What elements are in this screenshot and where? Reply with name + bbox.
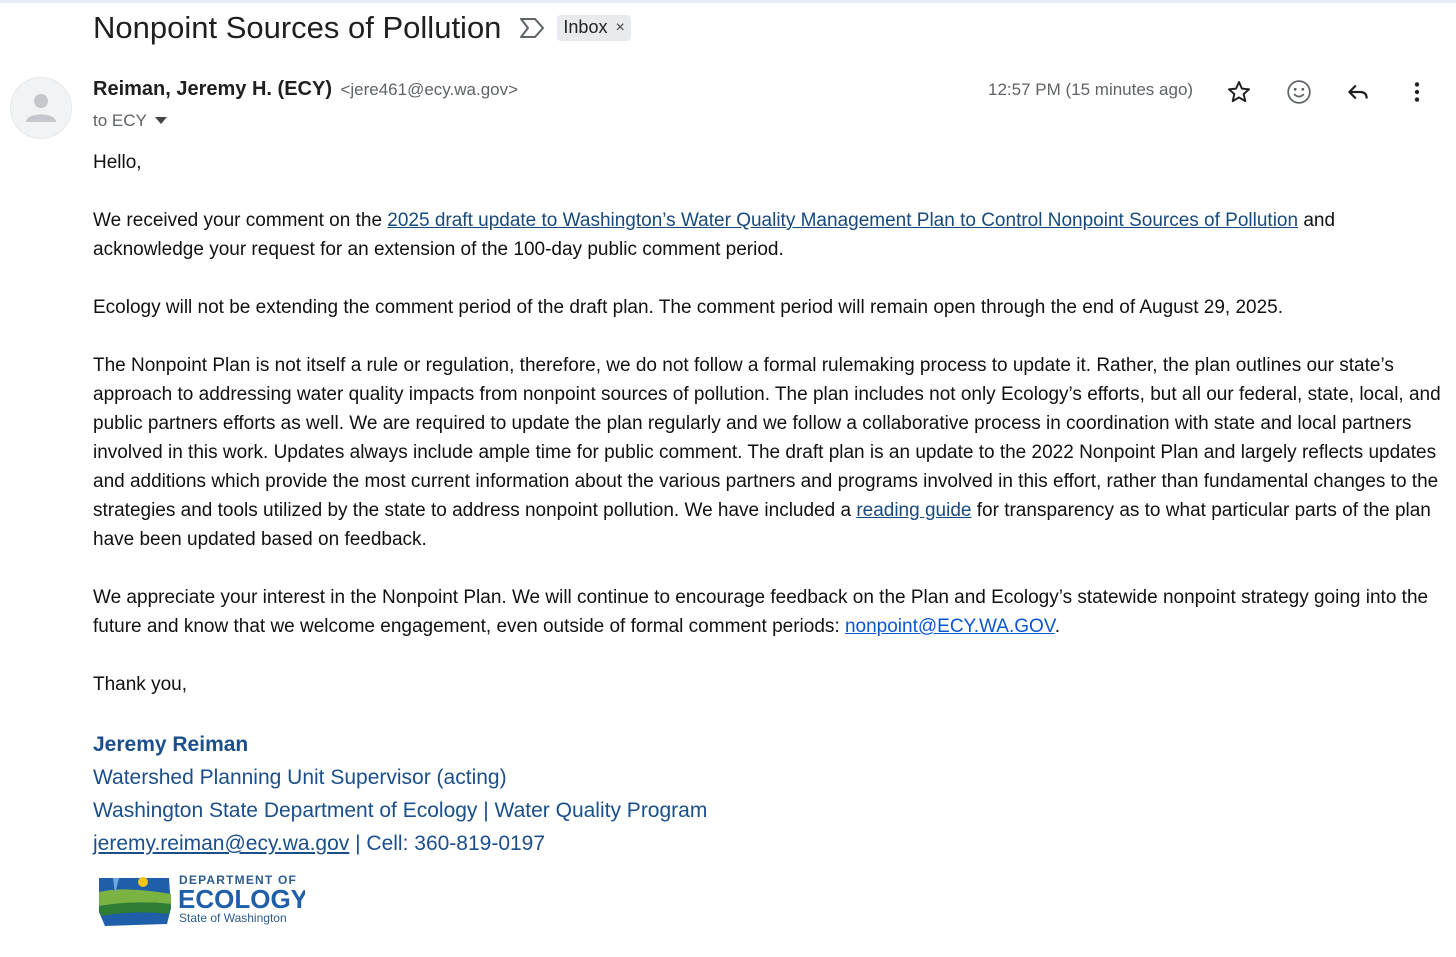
timestamp: 12:57 PM (15 minutes ago) (988, 80, 1194, 99)
paragraph-no-extension: Ecology will not be extending the comment period of the draft plan. The comment period will remain open through the end of August 29, 2025. (93, 297, 1283, 318)
ecology-logo (95, 868, 305, 930)
greeting: Hello, (93, 152, 142, 173)
sender-line (93, 78, 518, 101)
star-icon[interactable] (1225, 78, 1253, 106)
p4-text-before: We appreciate your interest in the Nonpoint Plan. We will continue to encourage feedback on the Plan and Ecology’s statewide nonpoint strategy going into the future and know that we welcome engagement, even outside of formal comment periods: (93, 587, 1429, 637)
signature-name: Jeremy Reiman (93, 733, 249, 756)
signature-org: Washington State Department of Ecology | Water Quality Program (93, 799, 708, 822)
p3-text-before: The Nonpoint Plan is not itself a rule or regulation, therefore, we do not follow a formal rulemaking process to update it. Rather, the plan outlines our state’s approach to addressing water quality impacts from nonpoint sources of pollution. The plan includes not only Ecology’s efforts, but all our federal, state, local, and public partners efforts as well. We are required to update the plan regularly and we follow a collaborative process in coordination with state and local partners involved in this work. Updates always include ample time for public comment. The draft plan is an update to the 2022 Nonpoint Plan and largely reflects updates and additions which provide the most current information about the various partners and programs involved in this effort, rather than fundamental changes to the strategies and tools utilized by the state to address nonpoint pollution. We have included a (93, 355, 1441, 521)
person-avatar-icon (21, 88, 61, 128)
emoji-reaction-icon[interactable] (1285, 78, 1313, 106)
signature-email-link[interactable]: jeremy.reiman@ecy.wa.gov (93, 832, 350, 855)
logo-line3: State of Washington (179, 911, 287, 925)
logo-line1: DEPARTMENT OF (179, 873, 298, 887)
paragraph-plan-explanation (93, 351, 1443, 554)
p4-text-after: . (1054, 616, 1061, 637)
remove-label-icon[interactable]: × (615, 18, 625, 36)
signature-title: Watershed Planning Unit Supervisor (acting) (93, 766, 507, 789)
paragraph-appreciation (93, 583, 1443, 641)
signature-phone: | Cell: 360-819-0197 (349, 832, 546, 855)
signature-contact (93, 827, 707, 860)
inbox-label-chip (557, 15, 630, 41)
reading-guide-link[interactable]: reading guide (856, 500, 972, 521)
p1-text-before: We received your comment on the (93, 210, 388, 231)
recipients-toggle[interactable] (93, 111, 167, 131)
importance-marker-icon[interactable] (519, 16, 545, 40)
sender-name[interactable]: Reiman, Jeremy H. (ECY) (93, 78, 332, 100)
draft-plan-link[interactable]: 2025 draft update to Washington’s Water Quality Management Plan to Control Nonpoint Sources of Pollution (387, 210, 1299, 231)
subject-row (93, 6, 631, 50)
reply-icon[interactable] (1344, 78, 1372, 106)
signature (93, 728, 707, 860)
top-divider (0, 0, 1456, 3)
chevron-down-icon (155, 117, 167, 125)
email-body (93, 148, 1443, 728)
p3-text-after: for transparency as to what particular parts of the plan have been updated based on feedback. (93, 500, 1431, 550)
email-subject: Nonpoint Sources of Pollution (93, 10, 502, 45)
more-vert-icon[interactable] (1403, 78, 1431, 106)
nonpoint-email-link[interactable]: nonpoint@ECY.WA.GOV (844, 616, 1055, 637)
logo-line2: ECOLOGY (178, 884, 305, 914)
recipients-text: to ECY (93, 111, 147, 130)
inbox-label-text: Inbox (563, 17, 608, 37)
closing: Thank you, (93, 674, 187, 695)
avatar (10, 77, 72, 139)
p1-text-after: and acknowledge your request for an extension of the 100-day public comment period. (93, 210, 1336, 260)
paragraph-comment-received (93, 206, 1443, 264)
sender-email: <jere461@ecy.wa.gov> (340, 80, 519, 99)
